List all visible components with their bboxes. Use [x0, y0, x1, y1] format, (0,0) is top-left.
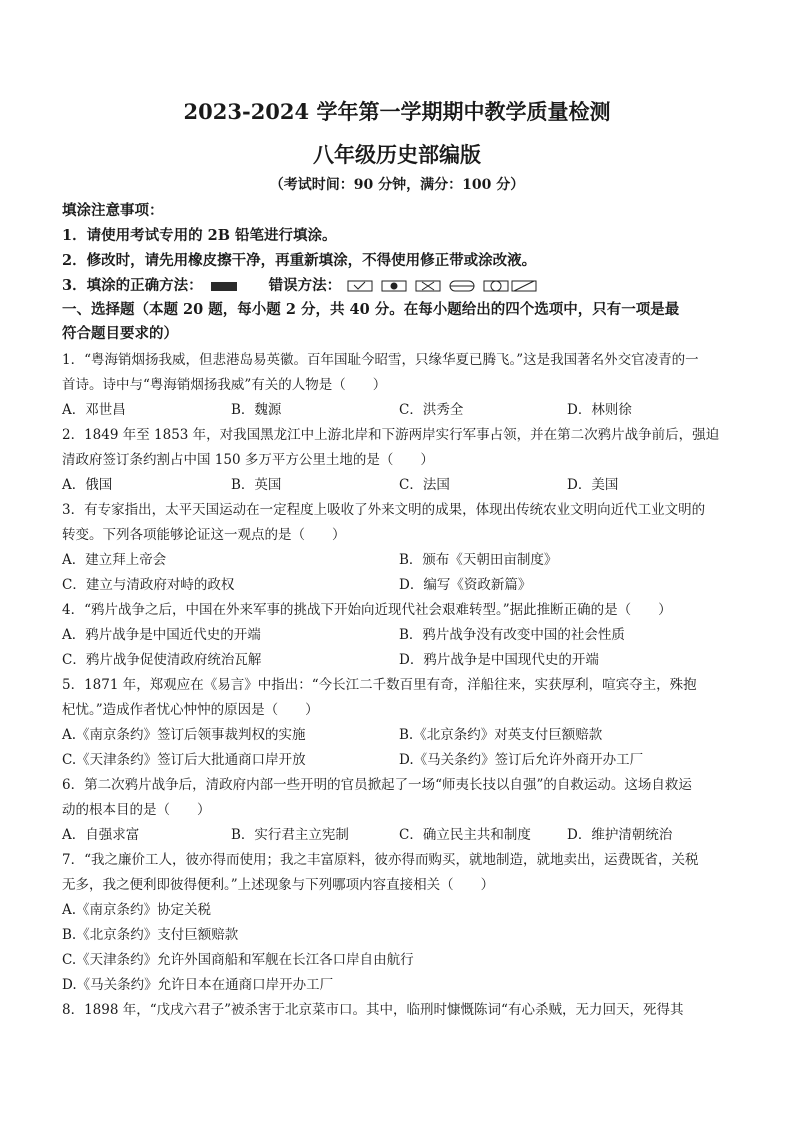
- q7-option-c: C.《天津条约》允许外国商船和军舰在长江各口岸自由航行: [62, 952, 414, 968]
- exam-title: 2023-2024 学年第一学期期中教学质量检测: [183, 99, 611, 124]
- q4-option-d: D．鸦片战争是中国现代史的开端: [399, 652, 599, 668]
- exam-info: （考试时间：90 分钟，满分：100 分）: [269, 177, 525, 193]
- question-2-line1: 2．1849 年至 1853 年，对我国黑龙江中上游北岸和下游两岸实行军事占领，并在第二次鸦片战争前后，强迫: [62, 427, 720, 443]
- question-3-line2: 转变。下列各项能够论证这一观点的是（ ）: [62, 527, 346, 543]
- question-4-line1: 4．“鸦片战争之后，中国在外来军事的挑战下开始向近现代社会艰难转型。”据此推断正确的是（ ）: [62, 602, 672, 618]
- correct-fill-mark-icon: [211, 282, 237, 291]
- q2-option-a: A．俄国: [62, 477, 113, 493]
- q2-option-d: D．美国: [567, 477, 619, 493]
- section1-heading-line1: 一、选择题（本题 20 题，每小题 2 分，共 40 分。在每小题给出的四个选项中，只有一项是最: [62, 301, 680, 318]
- q2-option-b: B．英国: [231, 477, 282, 493]
- q5-option-b: B.《北京条约》对英支付巨额赔款: [399, 727, 603, 743]
- section1-heading-line2: 符合题目要求的）: [62, 325, 178, 342]
- question-5-line2: 杞忧。”造成作者忧心忡忡的原因是（ ）: [62, 702, 319, 718]
- q6-option-c: C．确立民主共和制度: [399, 827, 531, 843]
- question-8-line1: 8．1898 年，“戊戌六君子”被杀害于北京菜市口。其中，临刑时慷慨陈词“有心杀贼，无力回天，死得其: [62, 1002, 684, 1018]
- question-1-line2: 首诗。诗中与“粤海销烟扬我威”有关的人物是（ ）: [62, 377, 387, 393]
- q4-option-b: B．鸦片战争没有改变中国的社会性质: [399, 627, 625, 643]
- q6-option-a: A．自强求富: [62, 827, 140, 843]
- q1-option-c: C．洪秀全: [399, 402, 464, 418]
- question-3-line1: 3．有专家指出，太平天国运动在一定程度上吸收了外来文明的成果，体现出传统农业文明向近代工业文明的: [62, 502, 706, 518]
- q7-option-d: D.《马关条约》允许日本在通商口岸开办工厂: [62, 977, 334, 993]
- q2-option-c: C．法国: [399, 477, 450, 493]
- question-7-line2: 无多，我之便利即彼得便利。”上述现象与下列哪项内容直接相关（ ）: [62, 877, 495, 893]
- correct-method-label: 3．填涂的正确方法：: [62, 277, 203, 294]
- q7-option-a: A.《南京条约》协定关税: [62, 902, 212, 918]
- instruction-2: 2．修改时，请先用橡皮擦干净，再重新填涂，不得使用修正带或涂改液。: [62, 252, 537, 269]
- q3-option-a: A．建立拜上帝会: [62, 552, 167, 568]
- q3-option-c: C．建立与清政府对峙的政权: [62, 577, 235, 593]
- q1-option-d: D．林则徐: [567, 402, 632, 418]
- q4-option-a: A．鸦片战争是中国近代史的开端: [62, 627, 261, 643]
- wrong-marks-icon: [346, 279, 538, 293]
- instructions-heading: 填涂注意事项：: [62, 202, 164, 219]
- question-5-line1: 5．1871 年，郑观应在《易言》中指出：“今长江二千数百里有奇，洋船往来，实获厚利，喧宾夺主，殊抱: [62, 677, 697, 693]
- q1-option-a: A．邓世昌: [62, 402, 126, 418]
- question-1-line1: 1．“粤海销烟扬我威，但悲港岛易英徽。百年国耻今昭雪，只缘华夏已腾飞。”这是我国著名外交官凌青的一: [62, 352, 699, 368]
- question-6-line2: 动的根本目的是（ ）: [62, 802, 211, 818]
- question-2-line2: 清政府签订条约割占中国 150 多万平方公里土地的是（ ）: [62, 452, 434, 468]
- question-7-line1: 7．“我之廉价工人，彼亦得而使用；我之丰富原料，彼亦得而购买，就地制造，就地卖出，运费既省，关税: [62, 852, 699, 868]
- q3-option-d: D．编写《资政新篇》: [399, 577, 532, 593]
- instruction-3: [62, 274, 538, 295]
- wrong-method-label: 错误方法：: [268, 277, 342, 294]
- exam-subtitle: 八年级历史部编版: [313, 142, 481, 167]
- q5-option-d: D.《马关条约》签订后允许外商开办工厂: [399, 752, 644, 768]
- q6-option-d: D．维护清朝统治: [567, 827, 673, 843]
- q4-option-c: C．鸦片战争促使清政府统治瓦解: [62, 652, 262, 668]
- q6-option-b: B．实行君主立宪制: [231, 827, 349, 843]
- q1-option-b: B．魏源: [231, 402, 282, 418]
- q3-option-b: B．颁布《天朝田亩制度》: [399, 552, 558, 568]
- q7-option-b: B.《北京条约》支付巨额赔款: [62, 927, 239, 943]
- q5-option-a: A.《南京条约》签订后领事裁判权的实施: [62, 727, 306, 743]
- instruction-1: 1．请使用考试专用的 2B 铅笔进行填涂。: [62, 227, 337, 244]
- q5-option-c: C.《天津条约》签订后大批通商口岸开放: [62, 752, 306, 768]
- question-6-line1: 6．第二次鸦片战争后，清政府内部一些开明的官员掀起了一场“师夷长技以自强”的自救运动。这场自救运: [62, 777, 692, 793]
